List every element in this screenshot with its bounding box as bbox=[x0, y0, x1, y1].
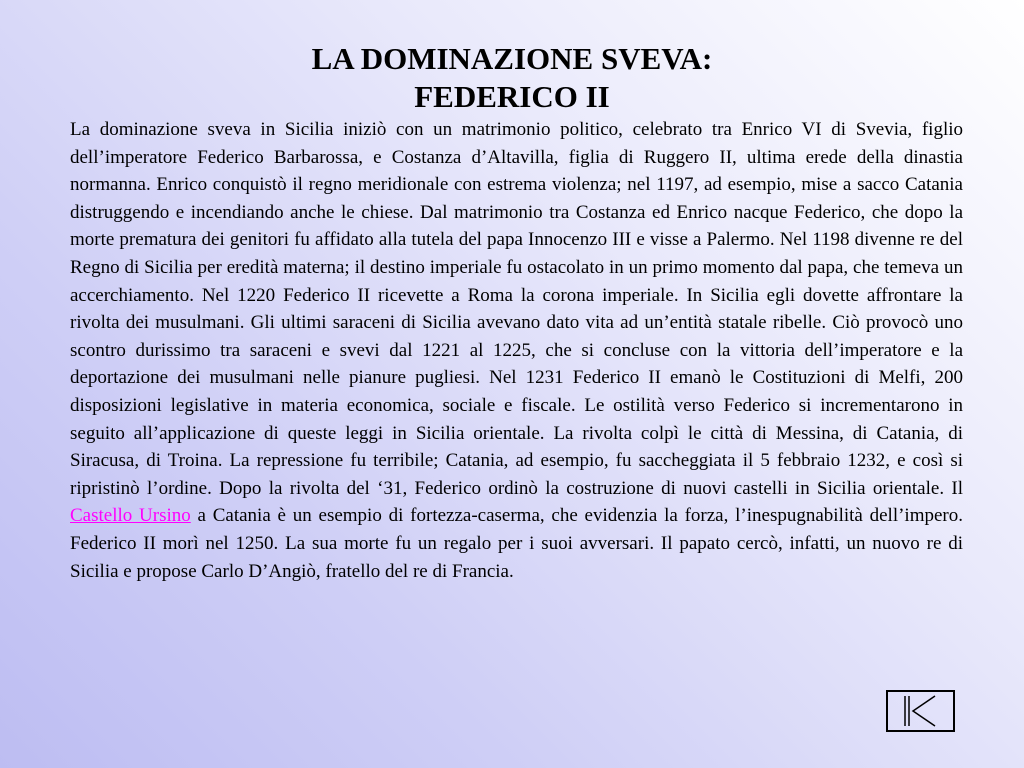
first-slide-icon-arrow bbox=[913, 696, 935, 726]
first-slide-icon bbox=[888, 692, 953, 730]
slide-body-paragraph bbox=[70, 116, 963, 585]
slide-title-line-2: FEDERICO II bbox=[414, 79, 610, 114]
castello-ursino-link[interactable]: Castello Ursino bbox=[70, 505, 191, 527]
body-text-before-link: La dominazione sveva in Sicilia iniziò con un matrimonio politico, celebrato tra Enrico VI di Svevia, figlio dell’imperatore Federico Barbarossa, e Costanza d’Altavilla, figlia di Ruggero II, ultima erede della dinastia normanna. Enrico conquistò il regno meridionale con estrema violenza; nel 1197, ad esempio, mise a sacco Catania distruggendo e incendiando anche le chiese. Dal matrimonio tra Costanza ed Enrico nacque Federico, che dopo la morte prematura dei genitori fu affidato alla tutela del papa Innocenzo III e visse a Palermo. Nel 1198 divenne re del Regno di Sicilia per eredità materna; il destino imperiale fu ostacolato in un primo momento dal papa, che temeva un accerchiamento. Nel 1220 Federico II ricevette a Roma la corona imperiale. In Sicilia egli dovette affrontare la rivolta dei musulmani. Gli ultimi saraceni di Sicilia avevano dato vita ad un’entità statale ribelle. Ciò provocò uno scontro durissimo tra saraceni e svevi dal 1221 al 1225, che si concluse con la vittoria dell’imperatore e la deportazione dei musulmani nelle pianure pugliesi. Nel 1231 Federico II emanò le Costituzioni di Melfi, 200 disposizioni legislative in materia economica, sociale e fiscale. Le ostilità verso Federico si incrementarono in seguito all’applicazione di queste leggi in Sicilia orientale. La rivolta colpì le città di Messina, di Catania, di Siracusa, di Troina. La repressione fu terribile; Catania, ad esempio, fu saccheggiata il 5 febbraio 1232, e così si ripristinò l’ordine. Dopo la rivolta del ‘31, Federico ordinò la costruzione di nuovi castelli in Sicilia orientale. Il bbox=[70, 119, 963, 499]
slide-title bbox=[0, 40, 1024, 116]
slide-title-line-1: LA DOMINAZIONE SVEVA: bbox=[311, 41, 713, 76]
first-slide-button[interactable] bbox=[886, 690, 955, 732]
body-text-after-link: a Catania è un esempio di fortezza-caserma, che evidenzia la forza, l’inespugnabilità dell’impero. Federico II morì nel 1250. La sua morte fu un regalo per i suoi avversari. Il papato cercò, infatti, un nuovo re di Sicilia e propose Carlo D’Angiò, fratello del re di Francia. bbox=[70, 505, 963, 582]
